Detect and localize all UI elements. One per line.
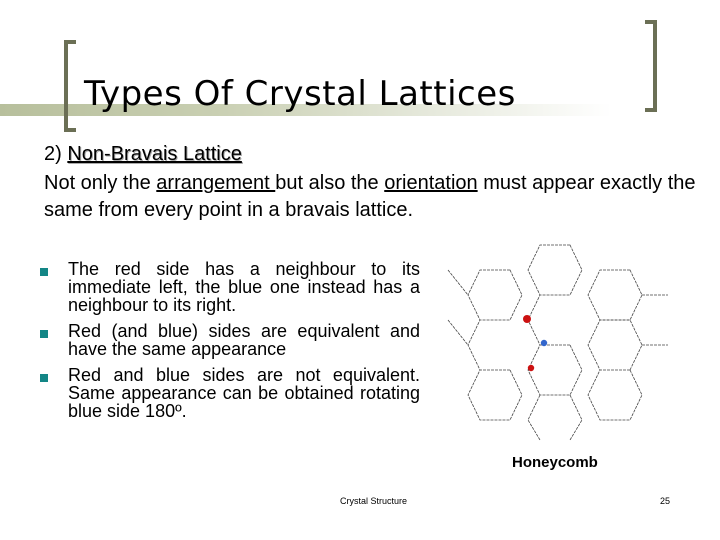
bullet-text: Red and blue sides are not equivalent. Same appearance can be obtained rotating blue side 180º. — [68, 365, 420, 421]
footer-title: Crystal Structure — [340, 496, 408, 506]
diagram-caption: Honeycomb — [512, 454, 598, 471]
honeycomb-edge — [528, 295, 570, 345]
honeycomb-edge — [588, 270, 642, 320]
para-part3: must appear exactly the same from every point in a bravais lattice. — [44, 172, 696, 221]
red-lattice-point — [523, 315, 531, 323]
bullet-text: The red side has a neighbour to its immediate left, the blue one instead has a neighbour to its right. — [68, 259, 420, 315]
honeycomb-diagram — [440, 235, 680, 445]
square-bullet-icon — [40, 374, 48, 382]
bullet-text: Red (and blue) sides are equivalent and have the same appearance — [68, 321, 420, 359]
bullet-item — [40, 260, 420, 314]
honeycomb-edge — [588, 320, 642, 370]
red-lattice-point — [528, 365, 534, 371]
honeycomb-edge — [468, 370, 522, 420]
square-bullet-icon — [40, 330, 48, 338]
honeycomb-edge — [528, 245, 582, 295]
page-title: Types Of Crystal Lattices — [84, 74, 516, 114]
bullet-item — [40, 322, 420, 358]
subheading — [44, 143, 242, 166]
para-part2: but also the — [275, 172, 385, 194]
square-bullet-icon — [40, 268, 48, 276]
honeycomb-edge — [528, 345, 582, 395]
title-bracket-right — [645, 20, 657, 112]
bullet-list — [40, 260, 420, 428]
definition-paragraph — [44, 170, 704, 224]
honeycomb-edge — [588, 370, 642, 420]
bullet-item — [40, 366, 420, 420]
page-number: 25 — [660, 496, 671, 506]
honeycomb-edge — [528, 395, 582, 440]
para-orientation: orientation — [384, 172, 478, 194]
subheading-prefix: 2) — [44, 143, 68, 165]
title-bracket-left — [64, 40, 76, 132]
blue-lattice-point — [541, 340, 547, 346]
honeycomb-edge — [468, 270, 522, 320]
honeycomb-edge — [468, 320, 510, 370]
para-arrangement: arrangement — [156, 172, 276, 194]
para-part1: Not only the — [44, 172, 157, 194]
subheading-underlined: Non-Bravais Lattice — [67, 143, 242, 165]
